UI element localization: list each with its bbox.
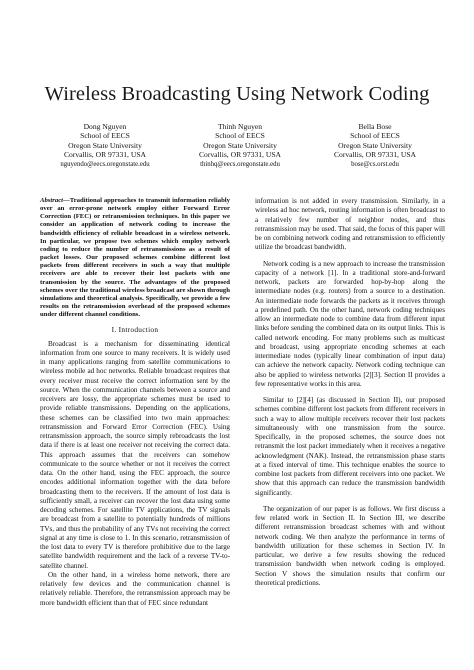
body-paragraph: Network coding is a new approach to increase the transmission capacity of a network [1]. In a traditional store-and-forward network, packets are forwarded hop-by-hop along the intermediate nodes (e.g. routers) from a source to a destination. An intermediate node forwards the packets as it receives through a predefined path. On the other hand, network coding techniques allow an intermediate node to combine data from different input links before sending the combined data on its output links. This is called network encoding. For many problems such as multicast and broadcast, using appropriate encoding schemes at each intermediate nodes (typically linear combination of input data) can achieve the network capacity. Network coding technique can also be applied to wireless networks [2][3]. Section II provides a few representative works in this area.: [255, 259, 445, 388]
author-name: Dong Nguyen: [83, 122, 127, 131]
body-paragraph: Broadcast is a mechanism for disseminating identical information from one source to many receivers. It is widely used in many applications ranging from satellite communications to wireless mobile ad hoc networks. Reliable broadcast requires that every receiver must receive the correct information sent by the source. When the communication channels between a source and receivers are lossy, the appropriate schemes must be used to provide reliable transmissions. Depending on the applications, these schemes can be classified into two main approaches: retransmission and Forward Error Correction (FEC). Using retransmission approach, the source simply rebroadcasts the lost data if there is at least one receiver not receiving the correct data. This approach assumes that the receivers can somehow communicate to the source whether or not it receives the correct data. On the other hand, using the FEC approach, the source encodes additional information together with the data before broadcasting them to the receivers. If the amount of lost data is sufficiently small, a receiver can recover the lost data using some decoding schemes. For satellite TV applications, the TV signals are broadcast from a satellite to potentially hundreds of millions TVs, and thus the probability of any TVs not receiving the correct signal at any time is close to 1. In this scenario, retransmission of the lost data to every TV is therefore prohibitive due to the large satellite bandwidth requirement and the lack of a reverse TV-to-satellite channel.: [40, 339, 230, 570]
author-location: Corvallis, OR 97331, USA: [198, 150, 282, 160]
author-block: [40, 122, 440, 169]
author-location: Corvallis, OR 97331, USA: [63, 150, 147, 160]
author-name: Bella Bose: [358, 122, 392, 131]
abstract-text: —Traditional approaches to transmit information reliably over an error-prone network employ either Forward Error Correction (FEC) or retransmission techniques. In this paper we consider an application of network coding to increase the bandwidth efficiency of reliable broadcast in a wireless network. In particular, we propose two schemes which employ network coding to reduce the number of retransmissions as a result of packet losses. Our proposed schemes combine different lost packets from different receivers in such a way that multiple receivers are able to recover their lost packets with one transmission by the source. The advantages of the proposed schemes over the traditional wireless broadcast are shown through simulations and theoretical analysis. Specifically, we provide a few results on the retransmission overhead of the proposed schemes under different channel conditions.: [40, 197, 230, 319]
author-school: School of EECS: [350, 131, 400, 141]
body-paragraph: The organization of our paper is as follows. We first discuss a few related work in Section II. In Section III, we describe different retransmission broadcast schemes with and without network coding. We then analyze the performance in terms of bandwidth utilization for these schemes in Section IV. In particular, we derive a few results showing the reduced transmission bandwidth when network coding is employed. Section V shows the simulation results that confirm our theoretical predictions.: [255, 504, 445, 587]
body-paragraph: information is not added in every transmission. Similarly, in a wireless ad hoc network, routing information is often broadcast to a relatively few number of neighbor nodes, and thus retransmission may be used. That said, the focus of this paper will be on combining network coding and retransmission to efficiently utilize the broadcast bandwidth.: [255, 197, 445, 252]
author-university: Oregon State University: [203, 140, 277, 150]
left-column: [40, 197, 230, 608]
abstract: [40, 197, 230, 319]
section-heading-introduction: I. Introduction: [111, 325, 159, 335]
author-1: [40, 122, 170, 169]
paper-title: Wireless Broadcasting Using Network Coding: [44, 83, 430, 105]
author-email: nguyendo@eecs.oregonstate.edu: [60, 160, 150, 168]
right-column: [255, 197, 445, 595]
author-name: Thinh Nguyen: [217, 122, 263, 131]
author-university: Oregon State University: [68, 140, 142, 150]
author-location: Corvallis, OR 97331, USA: [333, 150, 417, 160]
author-school: School of EECS: [215, 131, 265, 141]
author-university: Oregon State University: [338, 140, 412, 150]
author-3: [310, 122, 440, 169]
author-school: School of EECS: [80, 131, 130, 141]
author-email: bose@cs.orst.edu: [351, 160, 399, 168]
body-paragraph: On the other hand, in a wireless home network, there are relatively few devices and the communication channel is relatively reliable. Therefore, the retransmission approach may be more bandwidth efficient than that of FEC since redundant: [40, 570, 230, 607]
author-email: thinhq@eecs.oregonstate.edu: [200, 160, 280, 168]
body-paragraph: Similar to [2][4] (as discussed in Section II), our proposed schemes combine different lost packets from different receivers in such a way to allow multiple receivers recover their lost packets simultaneously with one transmission from the source. Specifically, in the proposed schemes, the source does not retransmit the lost packet immediately when it receives a negative acknowledgment (NAK). Instead, the retransmission phase starts at a fixed interval of time. This technique enables the source to combine lost packets from different receivers into one packet. We show that this approach can reduce the transmission bandwidth significantly.: [255, 396, 445, 497]
abstract-lead: Abstract: [40, 197, 64, 204]
author-2: [175, 122, 305, 169]
